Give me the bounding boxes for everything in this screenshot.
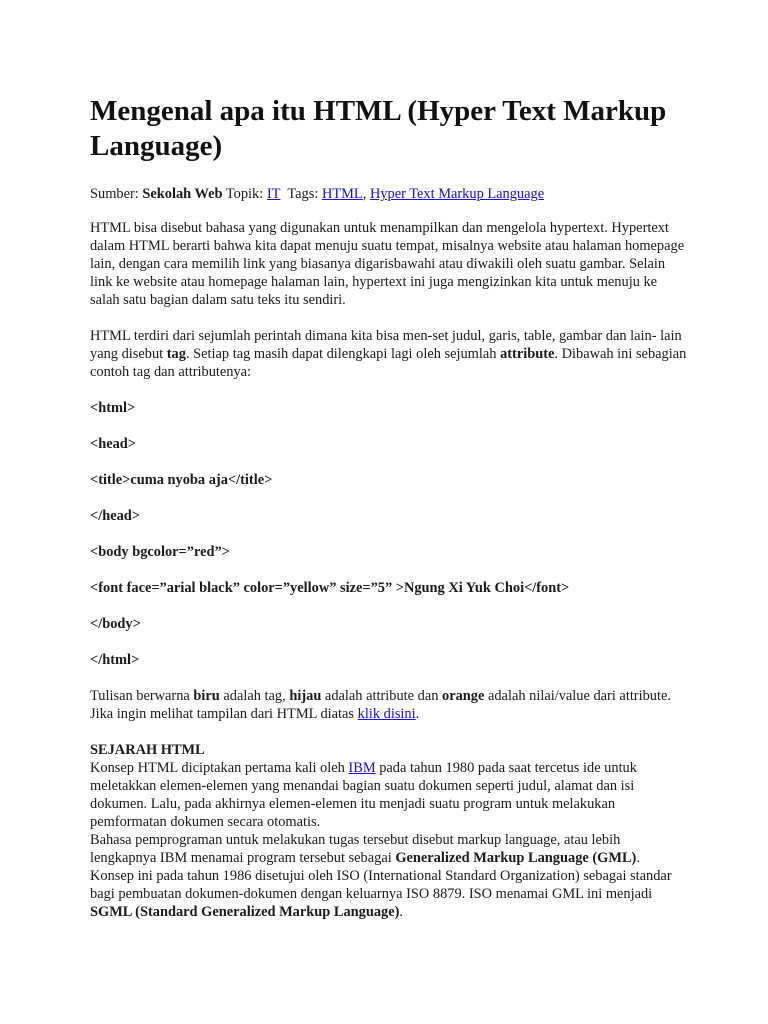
history-section	[90, 741, 690, 921]
history-bold-sgml: SGML (Standard Generalized Markup Language)	[90, 904, 400, 920]
tag-paragraph-text-2: . Setiap tag masih dapat dilengkapi lagi oleh sejumlah	[185, 346, 501, 362]
tag-paragraph-text-1: HTML terdiri dari sejumlah perintah dimana kita bisa men-set judul, garis, table, gambar dan lain- lain yang disebut	[90, 328, 682, 362]
klik-disini-link[interactable]: klik disini	[357, 706, 416, 722]
color-text-4: adalah nilai/value dari attribute. Jika ingin melihat tampilan dari HTML diatas	[90, 688, 671, 722]
history-paragraph-3	[90, 867, 690, 921]
source-label: Sumber:	[90, 186, 139, 202]
color-bold-biru: biru	[193, 688, 220, 704]
intro-paragraph: HTML bisa disebut bahasa yang digunakan untuk menampilkan dan mengelola hypertext. Hypertext dalam HTML berarti bahwa kita dapat menuju suatu tempat, misalnya website atau halaman homepage lain, dengan cara memilih link yang biasanya digarisbawahi atau diwakili oleh suatu gambar. Selain link ke website atau homepage halaman lain, hypertext ini juga mengizinkan kita untuk menuju ke salah satu bagian dalam satu teks itu sendiri.	[90, 220, 685, 308]
color-bold-hijau: hijau	[289, 688, 322, 704]
ibm-link[interactable]: IBM	[348, 760, 376, 776]
tags-label: Tags:	[287, 186, 319, 202]
history-text-1a: Konsep HTML diciptakan pertama kali oleh	[90, 760, 349, 776]
code-line: <font face=”arial black” color=”yellow” size=”5” >Ngung Xi Yuk Choi</font>	[90, 580, 570, 596]
color-explanation-paragraph	[90, 687, 690, 723]
tag-separator: ,	[362, 186, 367, 202]
code-line: </head>	[90, 508, 140, 524]
page-title: Mengenal apa itu HTML (Hyper Text Markup Language)	[90, 95, 667, 162]
history-paragraph-1	[90, 759, 690, 831]
tag-paragraph-text-3: . Dibawah ini sebagian contoh tag dan attributenya:	[90, 346, 687, 380]
article-meta	[90, 185, 690, 203]
code-line: <html>	[90, 400, 136, 416]
color-text-1: Tulisan berwarna	[90, 688, 194, 704]
history-paragraph-2	[90, 831, 690, 867]
tag-link-html[interactable]: HTML	[321, 186, 363, 202]
code-line: <title>cuma nyoba aja</title>	[90, 472, 273, 488]
history-text-1b: pada tahun 1980 pada saat tercetus ide untuk meletakkan elemen-elemen yang menandai bagian suatu dokumen seperti judul, alamat dan isi dokumen. Lalu, pada akhirnya elemen-elemen itu menjadi suatu program untuk melakukan pemformatan dokumen secara otomatis.	[90, 760, 637, 830]
code-line: <head>	[90, 436, 136, 452]
code-line: <body bgcolor=”red”>	[90, 544, 230, 560]
color-text-3: adalah attribute dan	[321, 688, 442, 704]
tag-paragraph-bold-attribute: attribute	[500, 346, 555, 362]
history-bold-gml: Generalized Markup Language (GML)	[395, 850, 637, 866]
history-text-3a: Konsep ini pada tahun 1986 disetujui oleh ISO (International Standard Organization) sebagai standar bagi pembuatan dokumen-dokumen dengan keluarnya ISO 8879. ISO menamai GML ini menjadi	[90, 868, 672, 902]
code-line: </body>	[90, 616, 141, 632]
code-line: </html>	[90, 652, 140, 668]
history-text-2a: Bahasa pemprograman untuk melakukan tugas tersebut disebut markup language, atau lebih lengkapnya IBM menamai program tersebut sebagai	[90, 832, 621, 866]
color-text-5: .	[415, 706, 420, 722]
history-heading: SEJARAH HTML	[90, 742, 205, 758]
history-text-2b: .	[636, 850, 640, 866]
color-bold-orange: orange	[442, 688, 485, 704]
color-text-2: adalah tag,	[219, 688, 290, 704]
source-value: Sekolah Web	[142, 186, 223, 202]
tag-link-hyper-text[interactable]: Hyper Text Markup Language	[369, 186, 545, 202]
topic-link-it[interactable]: IT	[266, 186, 281, 202]
topic-label: Topik:	[225, 186, 264, 202]
tag-paragraph-bold-tag: tag	[166, 346, 186, 362]
history-text-3b: .	[399, 904, 404, 920]
document-page	[90, 94, 690, 921]
tag-paragraph	[90, 327, 690, 381]
